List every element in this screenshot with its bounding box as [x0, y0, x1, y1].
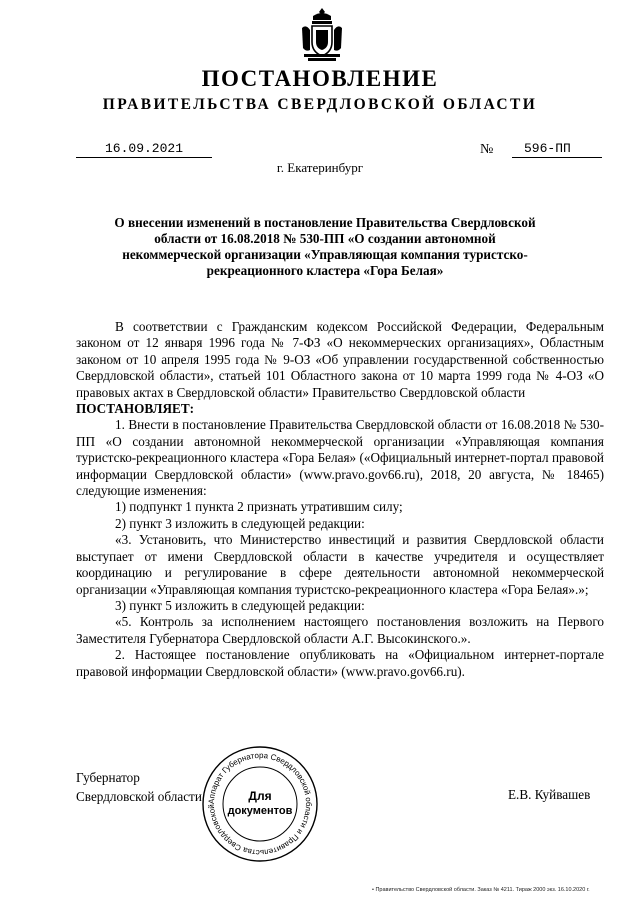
document-subtitle: ПРАВИТЕЛЬСТВА СВЕРДЛОВСКОЙ ОБЛАСТИ	[102, 96, 538, 113]
document-body	[76, 319, 604, 680]
position-line-1: Губернатор	[76, 770, 140, 785]
coat-of-arms-icon	[300, 6, 344, 64]
item-1-paragraph: 1. Внести в постановление Правительства Свердловской области от 16.08.2018 № 530-ПП «О создании автономной некоммерческой организации «Управляющая компания туристско-рекреационного кластера «Гора Белая» («Официальный интернет-портал правовой информации Свердловской области» (www.pravo.gov66.ru), 2018, 20 августа, № 18465) следующие изменения:	[76, 417, 604, 499]
document-heading: О внесении изменений в постановление Правительства Свердловской области от 16.08.2018 № 530-ПП «О создании автономной некоммерческой организации «Управляющая компания туристско-рекреационного кластера «Гора Белая»	[114, 215, 536, 278]
document-number: 596-ПП	[512, 141, 602, 158]
signatory-position	[76, 768, 202, 806]
official-stamp	[200, 744, 320, 864]
document-city: г. Екатеринбург	[276, 160, 364, 175]
signatory-name: Е.В. Куйвашев	[508, 787, 591, 802]
item-2-paragraph: 2. Настоящее постановление опубликовать на «Официальном интернет-портале правовой информации Свердловской области» (www.pravo.gov66.ru).	[76, 647, 604, 679]
resolves-word: ПОСТАНОВЛЯЕТ:	[76, 401, 195, 417]
stamp-center-line-2: документов	[227, 805, 293, 817]
subitem-3-paragraph: 3) пункт 5 изложить в следующей редакции:	[115, 597, 365, 613]
subitem-1-paragraph: 1) подпункт 1 пункта 2 признать утратившим силу;	[115, 499, 403, 515]
quote-item-5-paragraph: «5. Контроль за исполнением настоящего постановления возложить на Первого Заместителя Губернатора Свердловской области А.Г. Высокинского.».	[76, 614, 604, 646]
stamp-center-line-1: Для	[248, 789, 272, 803]
quote-item-3-paragraph: «3. Установить, что Министерство инвестиций и развития Свердловской области выступает от имени Свердловской области в качестве учредителя и осуществляет координацию и регулирование в сфере деятельности автономной некоммерческой организации «Управляющая компания туристско-рекреационного кластера «Гора Белая».»;	[76, 532, 604, 597]
position-line-2: Свердловской области	[76, 789, 202, 804]
document-date: 16.09.2021	[76, 141, 212, 158]
document-title: ПОСТАНОВЛЕНИЕ	[201, 66, 439, 91]
number-sign: №	[480, 142, 494, 157]
preamble-paragraph: В соответствии с Гражданским кодексом Российской Федерации, Федеральным законом от 12 января 1996 года № 7-ФЗ «О некоммерческих организациях», Областным законом от 10 апреля 1995 года № 9-ОЗ «Об управлении государственной собственностью Свердловской области», статьей 101 Областного закона от 10 марта 1999 года № 4-ОЗ «О правовых актах в Свердловской области» Правительство Свердловской области	[76, 319, 604, 400]
stamp-ring-text: Аппарат Губернатора Свердловской области и Правительства Свердловской	[206, 750, 314, 858]
subitem-2-paragraph: 2) пункт 3 изложить в следующей редакции:	[115, 515, 365, 531]
print-footer: • Правительство Свердловской области. Заказ № 4211. Тираж 2000 экз. 16.10.2020 г.	[372, 887, 590, 893]
